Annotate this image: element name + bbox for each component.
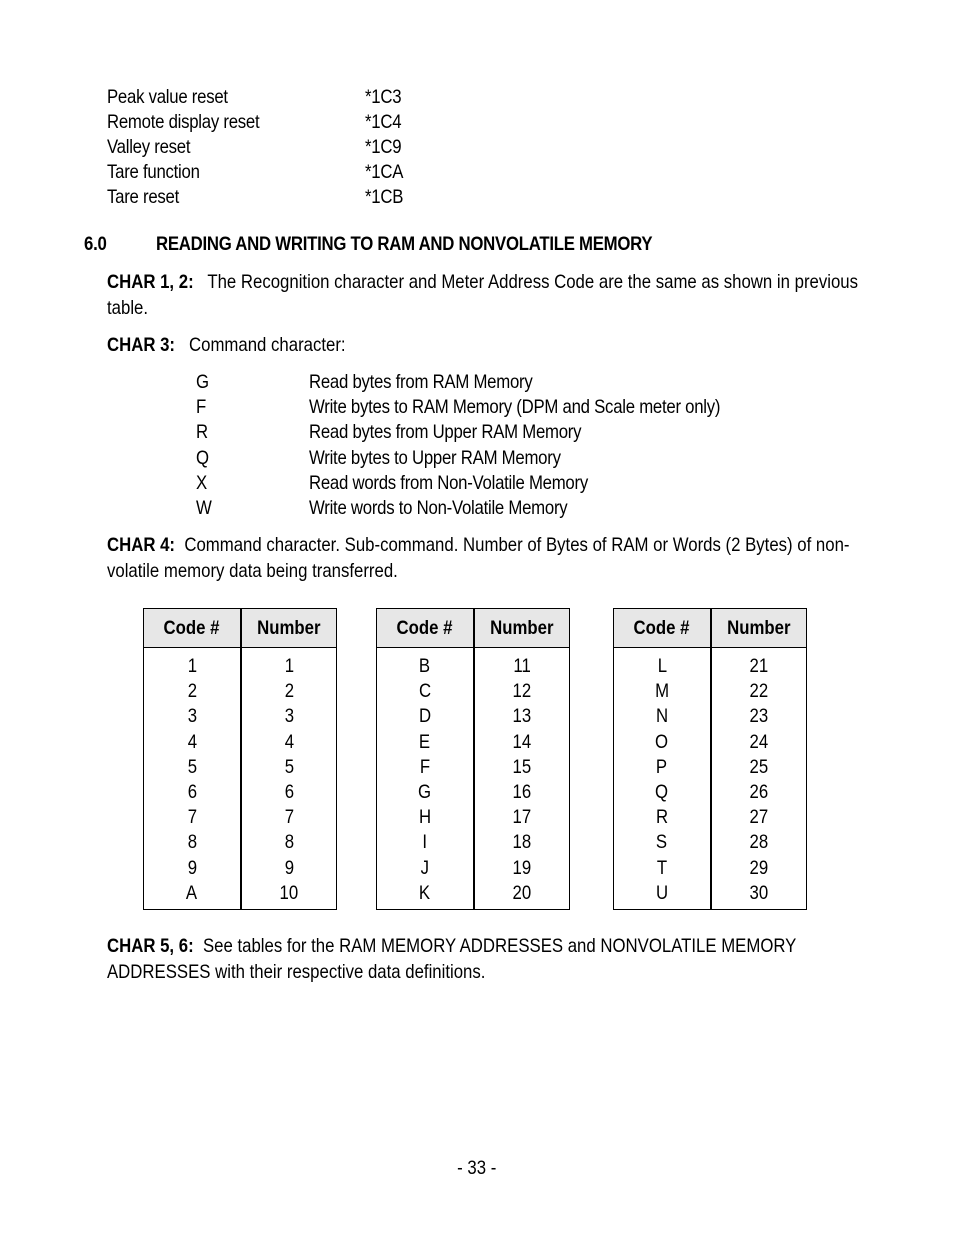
number-column-header: Number (727, 617, 791, 639)
code-column-header: Code # (634, 617, 690, 639)
table-cell: R (655, 806, 669, 829)
code-number-table (613, 608, 807, 910)
char12-label: CHAR 1, 2: (107, 271, 194, 293)
table-cell: P (656, 755, 668, 778)
command-char: R (196, 421, 208, 444)
reset-code: *1C9 (365, 136, 402, 158)
reset-code: *1CA (365, 161, 404, 183)
table-cell: L (657, 655, 667, 677)
table-cell: 24 (749, 730, 769, 753)
reset-code: *1C3 (365, 86, 402, 108)
number-column (241, 654, 337, 906)
char12-text: The Recognition character and Meter Address Code are the same as shown in previous table. (107, 271, 859, 319)
code-column-header: Code # (164, 617, 220, 639)
code-column-header: Code # (397, 617, 453, 639)
code-column (144, 654, 240, 906)
table-cell: 27 (749, 806, 769, 829)
number-column (474, 654, 570, 906)
table-cell: 14 (512, 730, 532, 753)
number-column-header: Number (257, 617, 321, 639)
reset-label: Tare reset (107, 186, 179, 208)
reset-label: Valley reset (107, 136, 191, 158)
reset-label: Remote display reset (107, 111, 260, 133)
table-cell: A (186, 881, 198, 904)
table-cell: 8 (187, 831, 197, 854)
table-cell: 22 (749, 680, 769, 703)
table-cell: 29 (749, 856, 769, 879)
table-cell: Q (655, 780, 669, 803)
reset-code: *1C4 (365, 111, 402, 133)
table-cell: 1 (284, 655, 294, 677)
table-cell: H (418, 806, 432, 829)
table-cell: 9 (187, 856, 197, 879)
command-char: G (196, 371, 209, 393)
table-cell: 15 (512, 755, 532, 778)
table-cell: 9 (284, 856, 294, 879)
char56-label: CHAR 5, 6: (107, 935, 194, 957)
table-cell: 23 (749, 705, 769, 728)
char3-label: CHAR 3: (107, 334, 176, 356)
char56-text: See tables for the RAM MEMORY ADDRESSES and NONVOLATILE MEMORY ADDRESSES with their respective data definitions. (107, 935, 797, 983)
table-cell: 6 (187, 780, 197, 803)
code-column (377, 654, 473, 906)
table-cell: 5 (284, 755, 294, 778)
table-cell: 6 (284, 780, 294, 803)
code-number-table (143, 608, 337, 910)
table-cell: O (655, 730, 669, 753)
table-cell: U (655, 881, 669, 904)
char4-text: Command character. Sub-command. Number of Bytes of RAM or Words (2 Bytes) of non-volatile memory data being transferred. (107, 534, 850, 582)
table-cell: 20 (512, 881, 532, 904)
table-cell: 7 (284, 806, 294, 829)
table-cell: 1 (187, 655, 197, 677)
table-cell: 3 (187, 705, 197, 728)
table-cell: C (418, 680, 432, 703)
command-char: F (196, 396, 206, 419)
table-cell: 8 (284, 831, 294, 854)
table-cell: 5 (187, 755, 197, 778)
char4-paragraph (107, 533, 864, 584)
table-cell: 28 (749, 831, 769, 854)
command-description: Read bytes from Upper RAM Memory (309, 421, 582, 444)
table-cell: 11 (513, 655, 531, 677)
table-cell: G (418, 780, 432, 803)
command-char: Q (196, 446, 209, 469)
section-title: READING AND WRITING TO RAM AND NONVOLATILE MEMORY (156, 233, 653, 255)
code-number-table (376, 608, 570, 910)
command-char: X (196, 471, 207, 494)
table-cell: 19 (512, 856, 532, 879)
command-description: Write bytes to RAM Memory (DPM and Scale meter only) (309, 396, 721, 419)
command-description: Write bytes to Upper RAM Memory (309, 446, 561, 469)
char3-paragraph (107, 333, 864, 359)
table-cell: 3 (284, 705, 294, 728)
table-cell: 25 (749, 755, 769, 778)
section-number: 6.0 (84, 233, 107, 255)
command-description: Write words to Non-Volatile Memory (309, 497, 568, 519)
table-cell: E (419, 730, 431, 753)
number-column (711, 654, 807, 906)
char56-paragraph (107, 934, 864, 985)
code-column (614, 654, 710, 906)
command-description: Read words from Non-Volatile Memory (309, 471, 588, 494)
table-cell: I (422, 831, 428, 854)
reset-code: *1CB (365, 186, 404, 208)
table-cell: 18 (512, 831, 532, 854)
table-cell: B (419, 655, 431, 677)
char12-paragraph (107, 270, 864, 321)
table-cell: 2 (284, 680, 294, 703)
table-cell: K (419, 881, 431, 904)
table-cell: 10 (279, 881, 299, 904)
table-cell: D (418, 705, 432, 728)
table-cell: F (419, 755, 431, 778)
table-cell: 2 (187, 680, 197, 703)
reset-label: Tare function (107, 161, 200, 183)
table-cell: J (420, 856, 430, 879)
char3-text: Command character: (189, 334, 346, 356)
table-cell: 12 (512, 680, 532, 703)
command-char: W (196, 497, 212, 519)
table-cell: S (656, 831, 668, 854)
table-cell: M (655, 680, 669, 703)
table-cell: 7 (187, 806, 197, 829)
table-cell: 30 (749, 881, 769, 904)
number-column-header: Number (490, 617, 554, 639)
char4-label: CHAR 4: (107, 534, 176, 556)
table-cell: 13 (512, 705, 532, 728)
table-cell: 21 (749, 655, 769, 677)
table-cell: 26 (749, 780, 769, 803)
reset-label: Peak value reset (107, 86, 228, 108)
table-cell: 4 (187, 730, 197, 753)
page-number: - 33 - (457, 1157, 497, 1179)
command-description: Read bytes from RAM Memory (309, 371, 533, 393)
table-cell: 16 (512, 780, 532, 803)
table-cell: 4 (284, 730, 294, 753)
table-cell: T (656, 856, 668, 879)
table-cell: N (655, 705, 669, 728)
table-cell: 17 (512, 806, 532, 829)
